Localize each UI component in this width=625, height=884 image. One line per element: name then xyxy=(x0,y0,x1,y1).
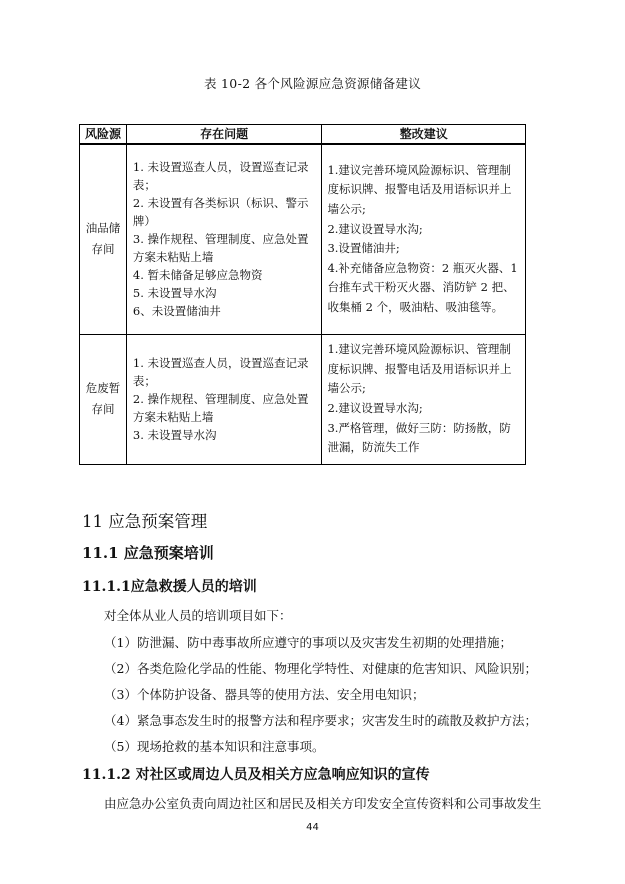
list-item: （3）个体防护设备、器具等的使用方法、安全用电知识； xyxy=(104,687,425,702)
section-heading-11-1: 11.1 应急预案培训 xyxy=(82,544,214,562)
issue-item: 2. 未设置有各类标识（标识、警示牌） xyxy=(132,196,309,229)
table-caption: 表 10-2 各个风险源应急资源储备建议 xyxy=(203,76,422,91)
suggestion-item: 3.严格管理，做好三防：防扬散，防泄漏，防流失工作 xyxy=(327,420,511,455)
risk-source-line: 危废暂 xyxy=(85,381,121,395)
risk-source-line: 存间 xyxy=(91,242,115,257)
suggestion-item: 4.补充储备应急物资：2 瓶灭火器、1 台推车式干粉灭火器、消防铲 2 把、收集桶 2 个，吸油粘、吸油毯等。 xyxy=(327,260,518,315)
risk-source-cell xyxy=(80,334,127,464)
risk-source-line: 存间 xyxy=(91,402,115,416)
suggestion-item: 2.建议设置导水沟; xyxy=(327,401,423,415)
header-risk-source: 风险源 xyxy=(80,125,127,145)
suggestion-item: 2.建议设置导水沟; xyxy=(327,221,423,236)
issue-item: 3. 未设置导水沟 xyxy=(132,428,217,442)
risk-resource-table xyxy=(79,124,526,465)
issue-item: 3. 操作规程、管理制度、应急处置方案未粘贴上墙 xyxy=(132,232,309,265)
header-suggestions: 整改建议 xyxy=(322,125,526,145)
suggestions-cell xyxy=(322,334,526,464)
section-heading-11: 11 应急预案管理 xyxy=(82,512,208,531)
list-item: （1）防泄漏、防中毒事故所应遵守的事项以及灾害发生初期的处理措施； xyxy=(104,635,512,650)
issue-item: 4. 暂未储备足够应急物资 xyxy=(132,268,263,283)
table-row xyxy=(80,334,526,464)
section-heading-11-1-1: 11.1.1应急救援人员的培训 xyxy=(82,579,257,595)
training-list xyxy=(104,630,537,760)
table-header-row xyxy=(80,125,526,145)
issues-cell xyxy=(126,144,322,334)
suggestion-item: 3.设置储油井; xyxy=(327,241,400,256)
issues-cell xyxy=(126,334,322,464)
suggestions-cell xyxy=(322,144,526,334)
table-row xyxy=(80,144,526,334)
training-intro: 对全体从业人员的培训项目如下： xyxy=(104,608,292,623)
page-number: 44 xyxy=(306,822,319,833)
issue-item: 1. 未设置巡查人员，设置巡查记录表； xyxy=(132,160,309,193)
suggestion-item: 1.建议完善环境风险源标识、管理制度标识牌、报警电话及用语标识并上墙公示; xyxy=(327,162,512,217)
risk-source-cell xyxy=(80,144,127,334)
list-item: （2）各类危险化学品的性能、物理化学特性、对健康的危害知识、风险识别； xyxy=(104,661,537,676)
header-existing-issues: 存在问题 xyxy=(126,125,322,145)
issue-item: 2. 操作规程、管理制度、应急处置方案未粘贴上墙 xyxy=(132,392,309,424)
issue-item: 1. 未设置巡查人员，设置巡查记录表； xyxy=(132,356,309,388)
suggestion-item: 1.建议完善环境风险源标识、管理制度标识牌、报警电话及用语标识并上墙公示; xyxy=(327,342,512,396)
risk-source-line: 油品储 xyxy=(85,221,121,236)
issue-item: 6、未设置储油井 xyxy=(132,304,221,319)
issue-item: 5. 未设置导水沟 xyxy=(132,286,217,301)
list-item: （5）现场抢救的基本知识和注意事项。 xyxy=(104,739,325,754)
section-heading-11-1-2: 11.1.2 对社区或周边人员及相关方应急响应知识的宣传 xyxy=(82,767,430,783)
publicity-paragraph: 由应急办公室负责向周边社区和居民及相关方印发安全宣传资料和公司事故发生 xyxy=(104,796,542,811)
list-item: （4）紧急事态发生时的报警方法和程序要求；灾害发生时的疏散及救护方法； xyxy=(104,713,537,728)
